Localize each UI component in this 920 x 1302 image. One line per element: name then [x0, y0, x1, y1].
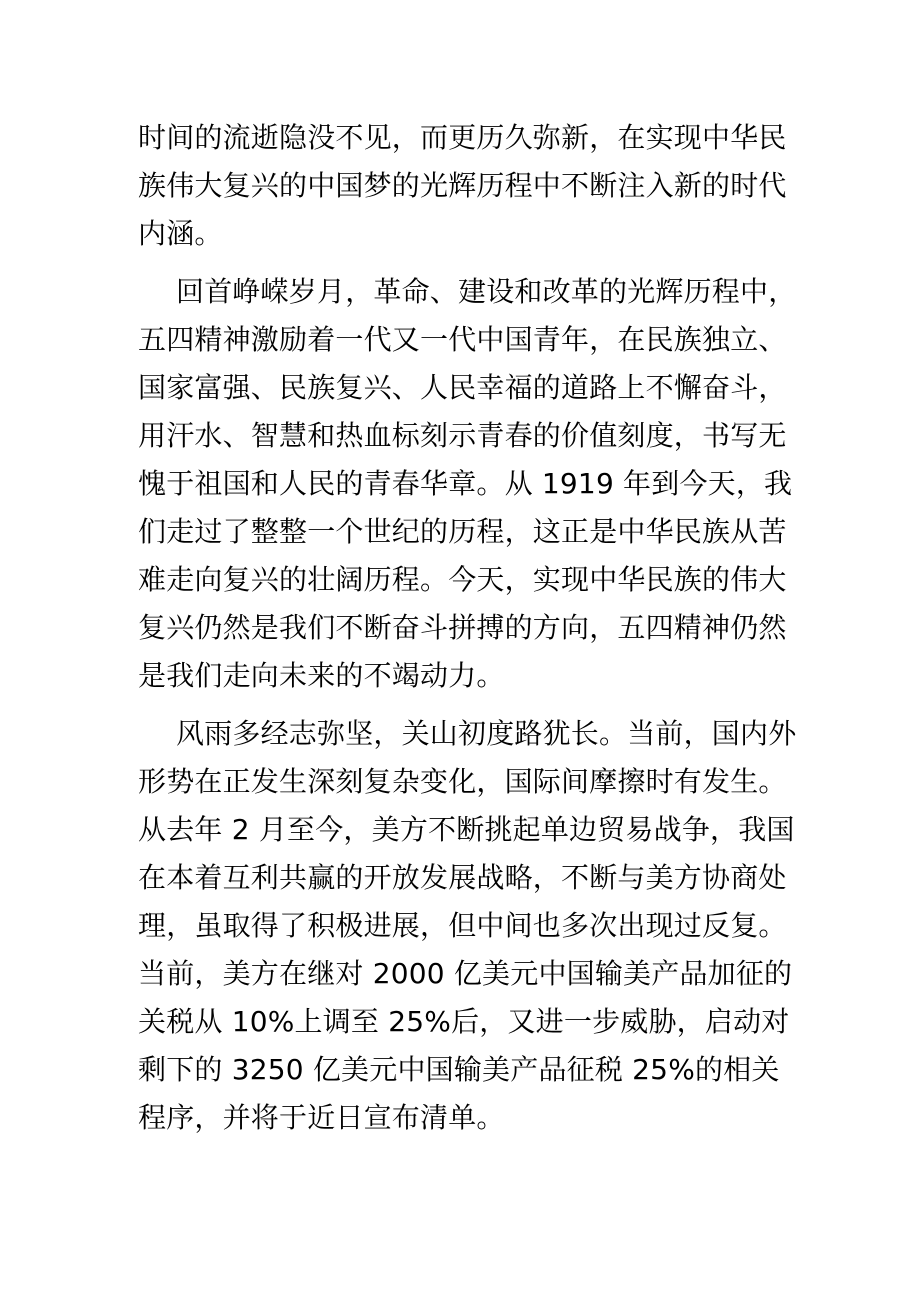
- text-line: 用汗水、智慧和热血标刻示青春的价值刻度，书写无: [138, 419, 787, 452]
- text-line: 是我们走向未来的不竭动力。: [138, 659, 505, 692]
- text-line: 理，虽取得了积极进展，但中间也多次出现过反复。: [138, 909, 787, 942]
- text-line: 从去年 2 月至今，美方不断挑起单边贸易战争，我国: [138, 813, 795, 846]
- paragraph-3: [138, 710, 797, 1142]
- text-line: 复兴仍然是我们不断奋斗拼搏的方向，五四精神仍然: [138, 611, 787, 644]
- text-line: 剩下的 3250 亿美元中国输美产品征税 25%的相关: [138, 1053, 780, 1086]
- text-line: 回首峥嵘岁月，革命、建设和改革的光辉历程中，: [176, 275, 797, 308]
- paragraph-spacer: [138, 700, 786, 710]
- text-line: 们走过了整整一个世纪的历程，这正是中华民族从苦: [138, 515, 787, 548]
- text-line: 愧于祖国和人民的青春华章。从 1919 年到今天，我: [138, 467, 793, 500]
- text-line: 族伟大复兴的中国梦的光辉历程中不断注入新的时代: [138, 169, 787, 202]
- paragraph-2: [138, 268, 797, 700]
- text-line: 国家富强、民族复兴、人民幸福的道路上不懈奋斗，: [138, 371, 787, 404]
- text-line: 内涵。: [138, 217, 223, 250]
- text-line: 程序，并将于近日宣布清单。: [138, 1101, 505, 1134]
- text-line: 风雨多经志弥坚，关山初度路犹长。当前，国内外: [176, 717, 797, 750]
- document-body: [138, 114, 797, 1142]
- text-line: 难走向复兴的壮阔历程。今天，实现中华民族的伟大: [138, 563, 787, 596]
- text-line: 关税从 10%上调至 25%后，又进一步威胁，启动对: [138, 1005, 790, 1038]
- text-line: 时间的流逝隐没不见，而更历久弥新，在实现中华民: [138, 121, 787, 154]
- text-line: 当前，美方在继对 2000 亿美元中国输美产品加征的: [138, 957, 793, 990]
- paragraph-1: [138, 114, 786, 258]
- text-line: 五四精神激励着一代又一代中国青年，在民族独立、: [138, 323, 787, 356]
- text-line: 在本着互利共赢的开放发展战略，不断与美方协商处: [138, 861, 787, 894]
- paragraph-spacer: [138, 258, 786, 268]
- text-line: 形势在正发生深刻复杂变化，国际间摩擦时有发生。: [138, 765, 787, 798]
